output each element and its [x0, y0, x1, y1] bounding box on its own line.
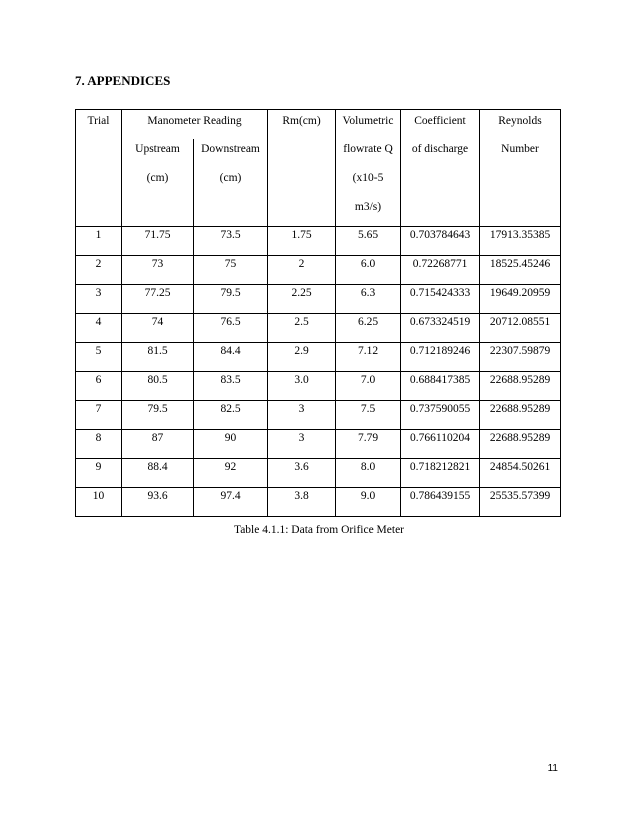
cell-trial: 2 — [76, 256, 122, 285]
cell-rm: 1.75 — [268, 227, 336, 256]
header-manometer-reading: Manometer Reading — [122, 110, 268, 140]
cell-flowrate: 7.79 — [336, 430, 401, 459]
cell-downstream: 83.5 — [194, 372, 268, 401]
cell-upstream: 80.5 — [122, 372, 194, 401]
cell-reynolds: 22688.95289 — [480, 430, 561, 459]
table-caption: Table 4.1.1: Data from Orifice Meter — [233, 524, 405, 536]
cell-coefficient: 0.703784643 — [401, 227, 480, 256]
header-reynolds-number: Reynolds Number — [480, 110, 561, 227]
table-row — [76, 459, 561, 488]
cell-downstream: 75 — [194, 256, 268, 285]
page-number: 11 — [547, 763, 558, 774]
cell-upstream: 73 — [122, 256, 194, 285]
cell-trial: 4 — [76, 314, 122, 343]
cell-reynolds: 17913.35385 — [480, 227, 561, 256]
cell-trial: 10 — [76, 488, 122, 517]
header-coefficient-of-discharge: Coefficient of discharge — [401, 110, 480, 227]
cell-flowrate: 7.5 — [336, 401, 401, 430]
section-heading: 7. APPENDICES — [75, 73, 171, 88]
cell-flowrate: 6.0 — [336, 256, 401, 285]
cell-flowrate: 9.0 — [336, 488, 401, 517]
cell-rm: 2.9 — [268, 343, 336, 372]
cell-coefficient: 0.718212821 — [401, 459, 480, 488]
cell-downstream: 84.4 — [194, 343, 268, 372]
cell-rm: 3.0 — [268, 372, 336, 401]
cell-reynolds: 24854.50261 — [480, 459, 561, 488]
cell-downstream: 90 — [194, 430, 268, 459]
table-row — [76, 314, 561, 343]
header-downstream: Downstream (cm) — [194, 139, 268, 227]
header-trial: Trial — [76, 110, 122, 227]
cell-coefficient: 0.715424333 — [401, 285, 480, 314]
table-row — [76, 430, 561, 459]
table-row — [76, 343, 561, 372]
cell-downstream: 92 — [194, 459, 268, 488]
cell-flowrate: 7.12 — [336, 343, 401, 372]
cell-downstream: 82.5 — [194, 401, 268, 430]
cell-coefficient: 0.673324519 — [401, 314, 480, 343]
cell-flowrate: 6.25 — [336, 314, 401, 343]
header-volumetric-flowrate: Volumetric flowrate Q (x10-5 m3/s) — [336, 110, 401, 227]
cell-reynolds: 20712.08551 — [480, 314, 561, 343]
cell-downstream: 76.5 — [194, 314, 268, 343]
cell-upstream: 88.4 — [122, 459, 194, 488]
cell-rm: 3.8 — [268, 488, 336, 517]
cell-reynolds: 22307.59879 — [480, 343, 561, 372]
cell-trial: 8 — [76, 430, 122, 459]
cell-downstream: 97.4 — [194, 488, 268, 517]
cell-rm: 3 — [268, 401, 336, 430]
cell-coefficient: 0.72268771 — [401, 256, 480, 285]
cell-upstream: 81.5 — [122, 343, 194, 372]
cell-coefficient: 0.737590055 — [401, 401, 480, 430]
cell-reynolds: 25535.57399 — [480, 488, 561, 517]
cell-upstream: 87 — [122, 430, 194, 459]
cell-coefficient: 0.786439155 — [401, 488, 480, 517]
cell-reynolds: 22688.95289 — [480, 372, 561, 401]
table-row — [76, 285, 561, 314]
cell-trial: 7 — [76, 401, 122, 430]
cell-downstream: 79.5 — [194, 285, 268, 314]
cell-trial: 6 — [76, 372, 122, 401]
table-row — [76, 372, 561, 401]
cell-flowrate: 7.0 — [336, 372, 401, 401]
header-upstream: Upstream (cm) — [122, 139, 194, 227]
header-row-1 — [76, 110, 561, 140]
cell-rm: 2 — [268, 256, 336, 285]
cell-upstream: 79.5 — [122, 401, 194, 430]
cell-rm: 2.5 — [268, 314, 336, 343]
cell-rm: 2.25 — [268, 285, 336, 314]
cell-trial: 5 — [76, 343, 122, 372]
cell-flowrate: 6.3 — [336, 285, 401, 314]
table-row — [76, 401, 561, 430]
cell-rm: 3 — [268, 430, 336, 459]
cell-upstream: 77.25 — [122, 285, 194, 314]
cell-trial: 9 — [76, 459, 122, 488]
cell-trial: 3 — [76, 285, 122, 314]
cell-coefficient: 0.688417385 — [401, 372, 480, 401]
cell-rm: 3.6 — [268, 459, 336, 488]
cell-upstream: 74 — [122, 314, 194, 343]
cell-coefficient: 0.766110204 — [401, 430, 480, 459]
cell-flowrate: 8.0 — [336, 459, 401, 488]
cell-flowrate: 5.65 — [336, 227, 401, 256]
table-body — [76, 227, 561, 517]
table-row — [76, 256, 561, 285]
cell-coefficient: 0.712189246 — [401, 343, 480, 372]
cell-upstream: 93.6 — [122, 488, 194, 517]
cell-upstream: 71.75 — [122, 227, 194, 256]
cell-reynolds: 18525.45246 — [480, 256, 561, 285]
cell-downstream: 73.5 — [194, 227, 268, 256]
header-rm: Rm(cm) — [268, 110, 336, 227]
orifice-data-table — [75, 109, 561, 517]
cell-reynolds: 19649.20959 — [480, 285, 561, 314]
table-row — [76, 488, 561, 517]
cell-trial: 1 — [76, 227, 122, 256]
cell-reynolds: 22688.95289 — [480, 401, 561, 430]
table-row — [76, 227, 561, 256]
